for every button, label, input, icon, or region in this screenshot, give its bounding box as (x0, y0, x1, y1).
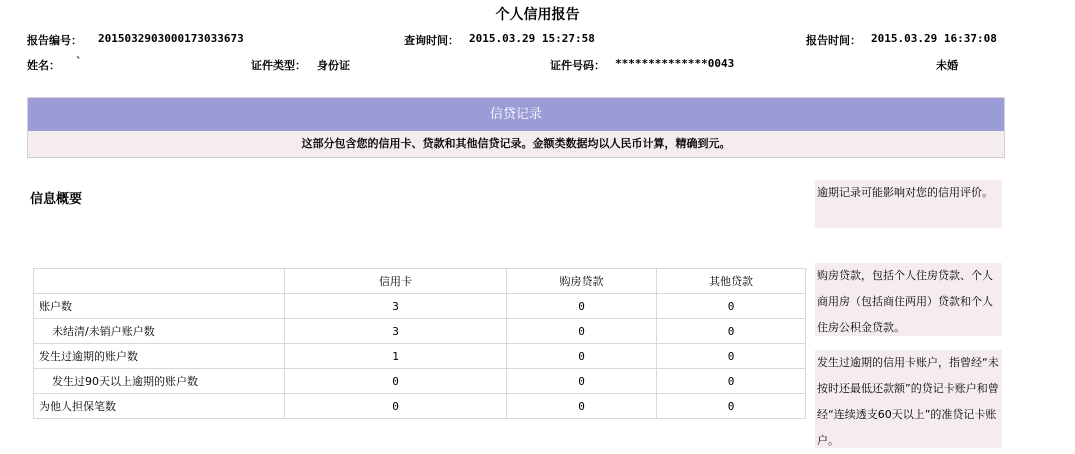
table-header-row (34, 269, 806, 294)
id-no-value: **************0043 (615, 57, 735, 70)
section-banner (27, 97, 1005, 158)
cell-other-loan: 0 (657, 369, 806, 394)
overview-table (33, 268, 806, 419)
table-row (34, 294, 806, 319)
name-value: ` (76, 55, 82, 68)
table-row (34, 319, 806, 344)
cell-housing-loan: 0 (507, 294, 657, 319)
id-type-label: 证件类型： (251, 59, 306, 72)
cell-credit-card: 1 (285, 344, 507, 369)
row-label: 账户数 (34, 294, 285, 319)
note-housing-loan: 购房贷款，包括个人住房贷款、个人商用房（包括商住两用）贷款和个人住房公积金贷款。 (815, 263, 1002, 336)
cell-other-loan: 0 (657, 319, 806, 344)
table-row (34, 394, 806, 419)
column-header: 购房贷款 (507, 269, 657, 294)
query-time-label: 查询时间： (404, 34, 459, 47)
overview-title: 信息概要 (30, 192, 83, 207)
section-description: 这部分包含您的信用卡、贷款和其他信贷记录。金额类数据均以人民币计算，精确到元。 (28, 131, 1004, 157)
name-label: 姓名： (27, 59, 60, 72)
cell-credit-card: 3 (285, 319, 507, 344)
marital-status: 未婚 (936, 59, 958, 72)
cell-housing-loan: 0 (507, 394, 657, 419)
page-title: 个人信用报告 (495, 7, 580, 23)
cell-other-loan: 0 (657, 294, 806, 319)
table-row (34, 344, 806, 369)
cell-housing-loan: 0 (507, 369, 657, 394)
cell-other-loan: 0 (657, 394, 806, 419)
note-overdue-impact: 逾期记录可能影响对您的信用评价。 (815, 180, 1002, 228)
query-time-value: 2015.03.29 15:27:58 (469, 32, 595, 45)
cell-housing-loan: 0 (507, 344, 657, 369)
row-label: 发生过逾期的账户数 (34, 344, 285, 369)
report-no-value: 2015032903000173033673 (98, 32, 244, 45)
column-header: 信用卡 (285, 269, 507, 294)
column-header: 其他贷款 (657, 269, 806, 294)
cell-credit-card: 0 (285, 394, 507, 419)
cell-credit-card: 3 (285, 294, 507, 319)
column-header (34, 269, 285, 294)
report-no-label: 报告编号： (27, 34, 82, 47)
id-type-value: 身份证 (317, 59, 350, 72)
cell-credit-card: 0 (285, 369, 507, 394)
cell-other-loan: 0 (657, 344, 806, 369)
row-label: 发生过90天以上逾期的账户数 (34, 369, 285, 394)
section-title: 信贷记录 (28, 98, 1004, 131)
id-no-label: 证件号码： (550, 59, 605, 72)
row-label: 为他人担保笔数 (34, 394, 285, 419)
report-time-value: 2015.03.29 16:37:08 (871, 32, 997, 45)
note-overdue-card: 发生过逾期的信用卡账户，指曾经“未按时还最低还款额”的贷记卡账户和曾经“连续透支60天以上”的准贷记卡账户。 (815, 350, 1002, 448)
row-label: 未结清/未销户账户数 (34, 319, 285, 344)
cell-housing-loan: 0 (507, 319, 657, 344)
report-time-label: 报告时间： (806, 34, 861, 47)
table-row (34, 369, 806, 394)
